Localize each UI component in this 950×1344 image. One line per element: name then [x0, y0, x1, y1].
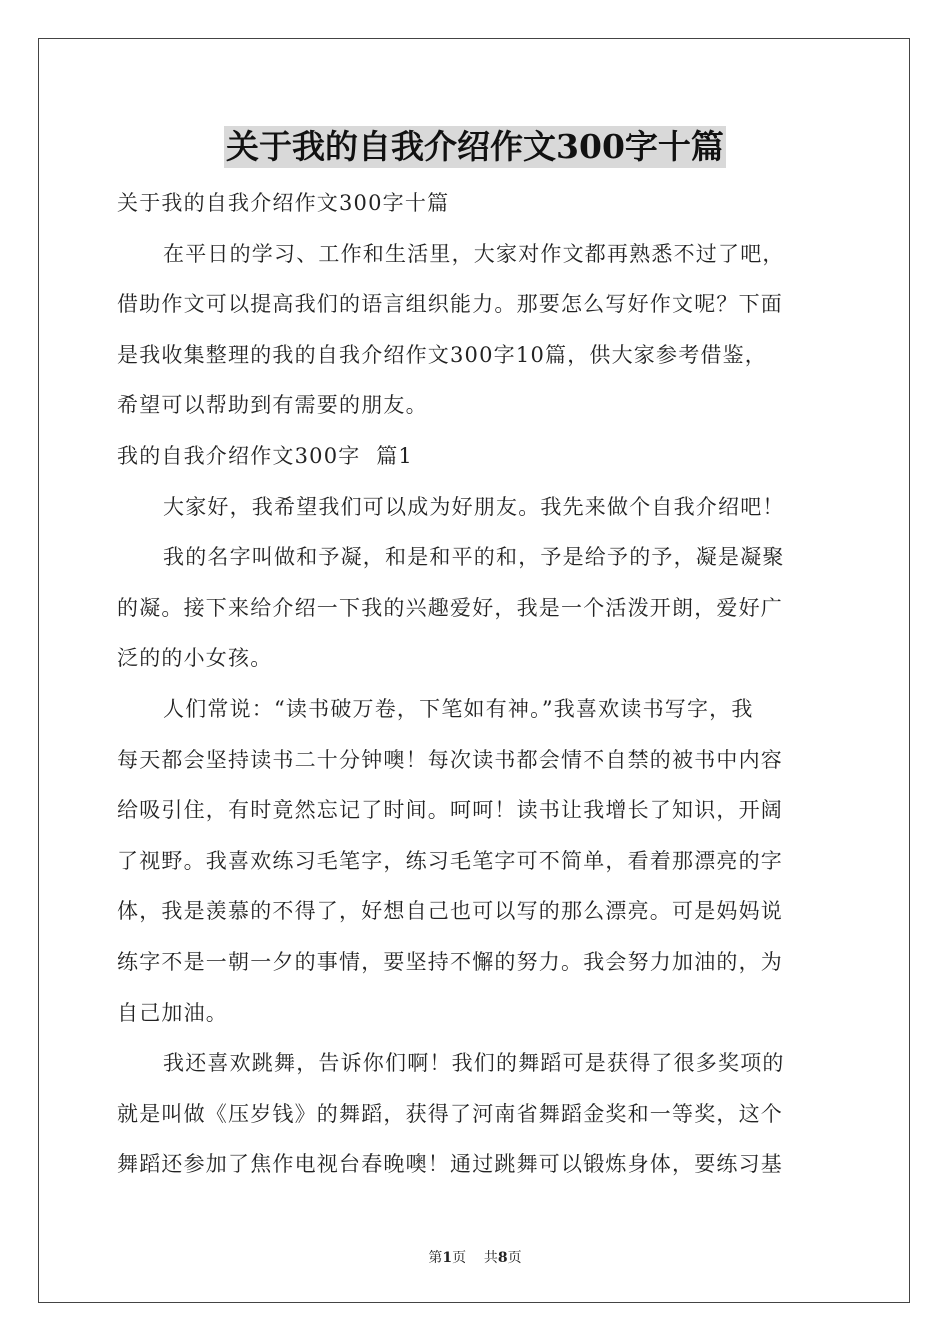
title-container	[0, 126, 950, 168]
text-line: 泛的的小女孩。	[117, 646, 273, 671]
document-body	[117, 178, 832, 1190]
text-line: 借助作文可以提高我们的语言组织能力。那要怎么写好作文呢？下面	[117, 292, 783, 317]
text-line: 我的名字叫做和予凝，和是和平的和，予是给予的予，凝是凝聚	[163, 545, 785, 570]
text-line: 舞蹈还参加了焦作电视台春晚噢！通过跳舞可以锻炼身体，要练习基	[117, 1152, 783, 1177]
current-page-number: 1	[442, 1250, 453, 1266]
text-line: 是我收集整理的我的自我介绍作文300字10篇，供大家参考借鉴，	[117, 342, 768, 367]
text-line: 我的自我介绍作文300字 篇1	[117, 443, 413, 468]
text-line: 给吸引住，有时竟然忘记了时间。呵呵！读书让我增长了知识，开阔	[117, 798, 783, 823]
text-line: 体，我是羡慕的不得了，好想自己也可以写的那么漂亮。可是妈妈说	[117, 899, 783, 924]
page-label-mid: 页 共	[452, 1250, 498, 1266]
text-line: 的凝。接下来给介绍一下我的兴趣爱好，我是一个活泼开朗，爱好广	[117, 595, 783, 620]
text-line: 在平日的学习、工作和生活里，大家对作文都再熟悉不过了吧，	[163, 241, 785, 266]
total-page-number: 8	[497, 1250, 508, 1266]
text-line: 练字不是一朝一夕的事情，要坚持不懈的努力。我会努力加油的，为	[117, 949, 783, 974]
text-line: 每天都会坚持读书二十分钟噢！每次读书都会情不自禁的被书中内容	[117, 747, 783, 772]
text-line: 关于我的自我介绍作文300字十篇	[117, 191, 450, 215]
text-line: 希望可以帮助到有需要的朋友。	[117, 393, 428, 418]
text-line: 我还喜欢跳舞，告诉你们啊！我们的舞蹈可是获得了很多奖项的	[163, 1051, 785, 1076]
text-line: 就是叫做《压岁钱》的舞蹈，获得了河南省舞蹈金奖和一等奖，这个	[117, 1101, 783, 1126]
text-line: 大家好，我希望我们可以成为好朋友。我先来做个自我介绍吧！	[163, 494, 785, 519]
text-line: 了视野。我喜欢练习毛笔字，练习毛笔字可不简单，看着那漂亮的字	[117, 848, 783, 873]
page-label-suffix: 页	[507, 1250, 522, 1266]
page-footer	[0, 1247, 950, 1267]
document-title: 关于我的自我介绍作文300字十篇	[226, 127, 724, 166]
page-label-prefix: 第	[428, 1250, 443, 1266]
text-line: 自己加油。	[117, 1000, 228, 1025]
text-line: 人们常说：“读书破万卷，下笔如有神。”我喜欢读书写字，我	[163, 696, 754, 721]
